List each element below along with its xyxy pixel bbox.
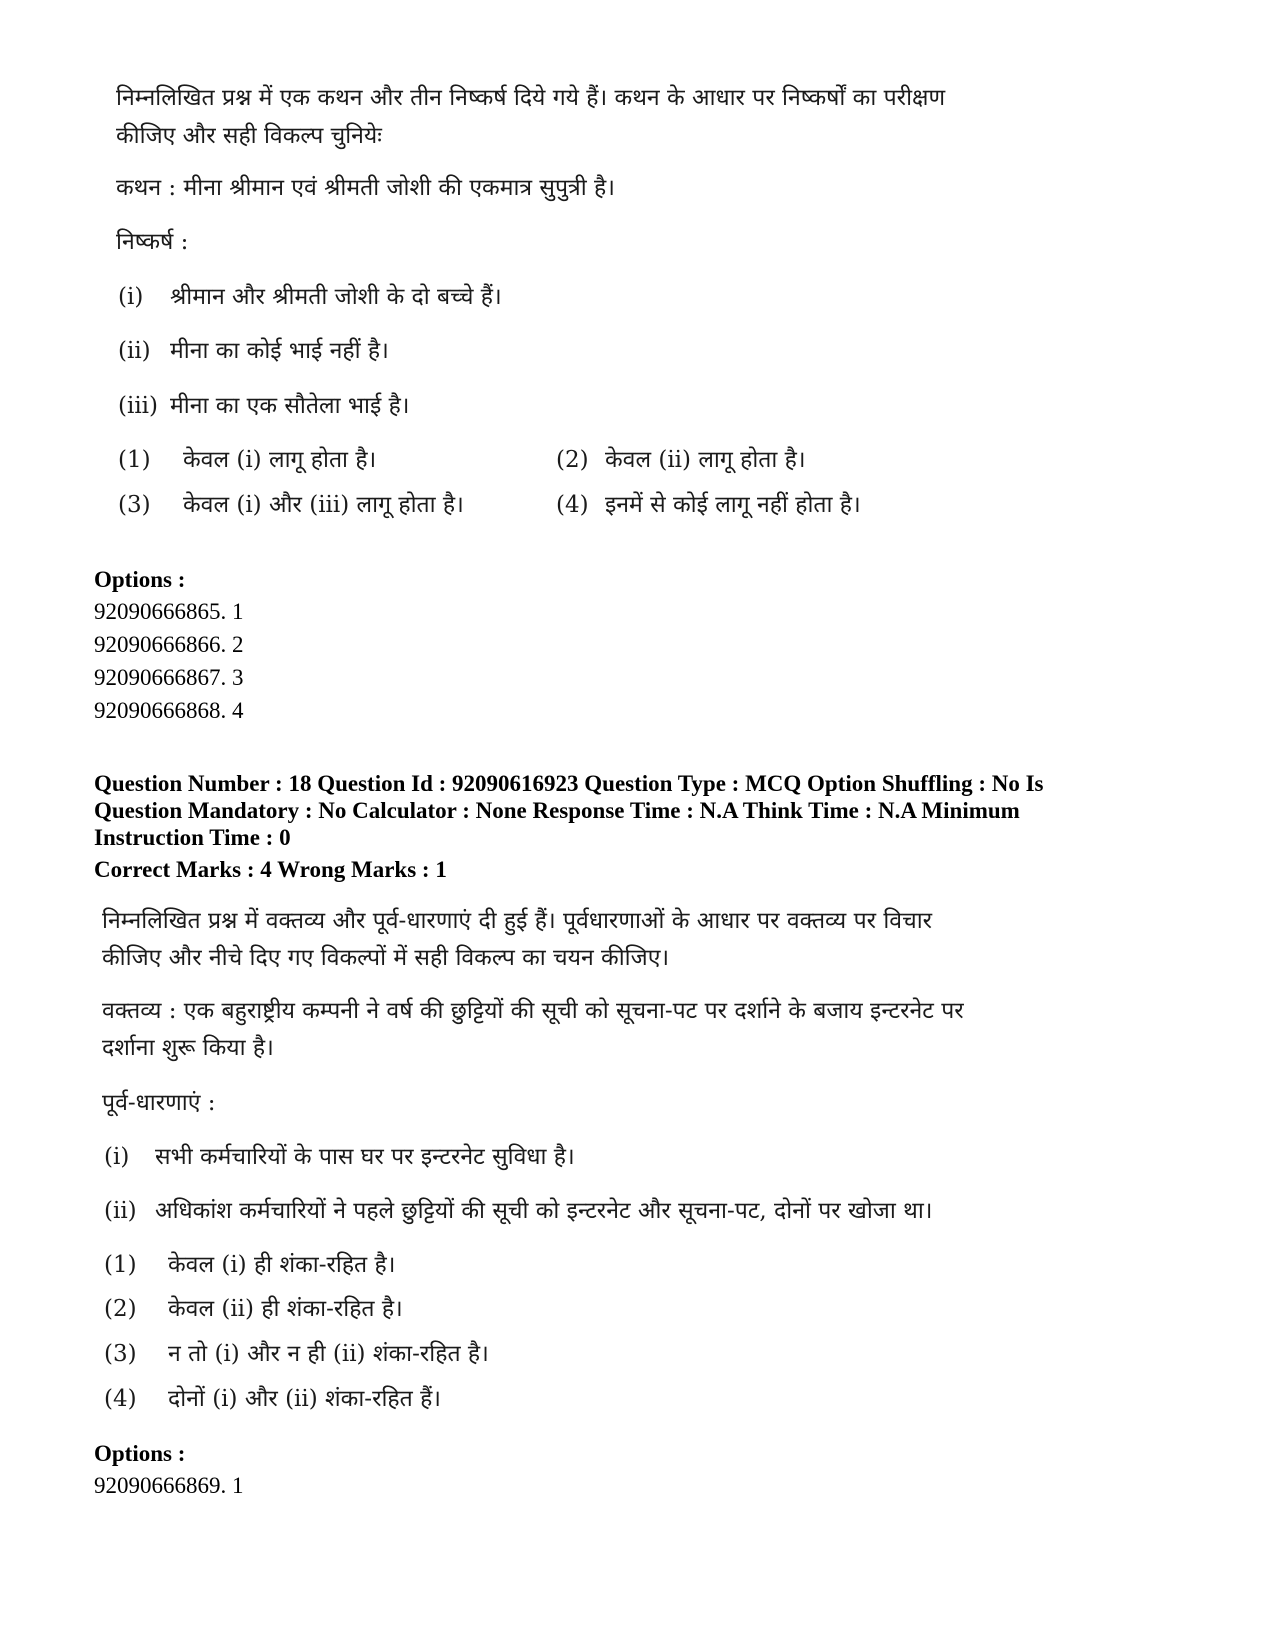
q17-option-4: 92090666868. 4 xyxy=(94,698,244,723)
q17-intro-line-2: कीजिए और सही विकल्प चुनियेः xyxy=(116,123,382,149)
q18-meta-line-2: Question Mandatory : No Calculator : None Response Time : N.A Think Time : N.A Minimum xyxy=(94,798,1020,823)
q18-meta-line-3: Instruction Time : 0 xyxy=(94,825,291,850)
q17-choice-4-text: इनमें से कोई लागू नहीं होता है। xyxy=(605,492,861,518)
q18-assumption-2-num: (ii) xyxy=(104,1198,137,1224)
q17-conclusion-3-num: (iii) xyxy=(118,393,159,419)
q18-assumption-1-num: (i) xyxy=(104,1144,130,1170)
q18-choice-2-text: केवल (ii) ही शंका-रहित है। xyxy=(168,1296,403,1322)
q18-choice-3-text: न तो (i) और न ही (ii) शंका-रहित है। xyxy=(168,1341,489,1367)
q17-statement: कथन : मीना श्रीमान एवं श्रीमती जोशी की एकमात्र सुपुत्री है। xyxy=(116,175,615,201)
q17-options-label: Options : xyxy=(94,567,186,592)
q18-statement-line-1: वक्तव्य : एक बहुराष्ट्रीय कम्पनी ने वर्ष की छुट्टियों की सूची को सूचना-पट पर दर्शाने के बजाय इन्टरनेट पर xyxy=(102,998,964,1024)
q18-statement-line-2: दर्शाना शुरू किया है। xyxy=(102,1035,274,1061)
q17-choice-3-text: केवल (i) और (iii) लागू होता है। xyxy=(183,492,464,518)
q17-choice-2-num: (2) xyxy=(556,447,589,473)
q17-choice-4-num: (4) xyxy=(556,492,589,518)
q18-choice-1-text: केवल (i) ही शंका-रहित है। xyxy=(168,1252,396,1278)
q18-meta-line-1: Question Number : 18 Question Id : 92090616923 Question Type : MCQ Option Shuffling : No Is xyxy=(94,771,1044,796)
q18-intro-line-2: कीजिए और नीचे दिए गए विकल्पों में सही विकल्प का चयन कीजिए। xyxy=(102,945,670,971)
q17-conclusion-3-text: मीना का एक सौतेला भाई है। xyxy=(170,393,410,419)
q17-intro-line-1: निम्नलिखित प्रश्न में एक कथन और तीन निष्कर्ष दिये गये हैं। कथन के आधार पर निष्कर्षों का परीक्षण xyxy=(116,85,946,111)
q17-choice-2-text: केवल (ii) लागू होता है। xyxy=(605,447,806,473)
q18-intro-line-1: निम्नलिखित प्रश्न में वक्तव्य और पूर्व-धारणाएं दी हुई हैं। पूर्वधारणाओं के आधार पर वक्तव्य पर विचार xyxy=(102,908,933,934)
q17-conclusion-2-text: मीना का कोई भाई नहीं है। xyxy=(170,338,389,364)
q17-choice-1-text: केवल (i) लागू होता है। xyxy=(183,447,377,473)
q18-assumption-2-text: अधिकांश कर्मचारियों ने पहले छुट्टियों की सूची को इन्टरनेट और सूचना-पट, दोनों पर खोजा था। xyxy=(155,1198,933,1224)
q17-option-1: 92090666865. 1 xyxy=(94,599,244,624)
q18-marks: Correct Marks : 4 Wrong Marks : 1 xyxy=(94,857,447,882)
q17-conclusion-1-text: श्रीमान और श्रीमती जोशी के दो बच्चे हैं। xyxy=(170,284,502,310)
q18-choice-2-num: (2) xyxy=(104,1296,137,1322)
q17-option-3: 92090666867. 3 xyxy=(94,665,244,690)
q18-assumption-1-text: सभी कर्मचारियों के पास घर पर इन्टरनेट सुविधा है। xyxy=(155,1144,575,1170)
q17-conclusions-label: निष्कर्ष : xyxy=(116,229,189,255)
q17-choice-1-num: (1) xyxy=(118,447,151,473)
q18-option-1: 92090666869. 1 xyxy=(94,1473,244,1498)
q17-option-2: 92090666866. 2 xyxy=(94,632,244,657)
q18-choice-4-num: (4) xyxy=(104,1386,137,1412)
q18-choice-4-text: दोनों (i) और (ii) शंका-रहित हैं। xyxy=(168,1386,441,1412)
q18-choice-1-num: (1) xyxy=(104,1252,137,1278)
q18-options-label: Options : xyxy=(94,1441,186,1466)
q17-choice-3-num: (3) xyxy=(118,492,151,518)
q17-conclusion-2-num: (ii) xyxy=(118,338,151,364)
q17-conclusion-1-num: (i) xyxy=(118,284,144,310)
q18-assumptions-label: पूर्व-धारणाएं : xyxy=(102,1090,216,1116)
q18-choice-3-num: (3) xyxy=(104,1341,137,1367)
